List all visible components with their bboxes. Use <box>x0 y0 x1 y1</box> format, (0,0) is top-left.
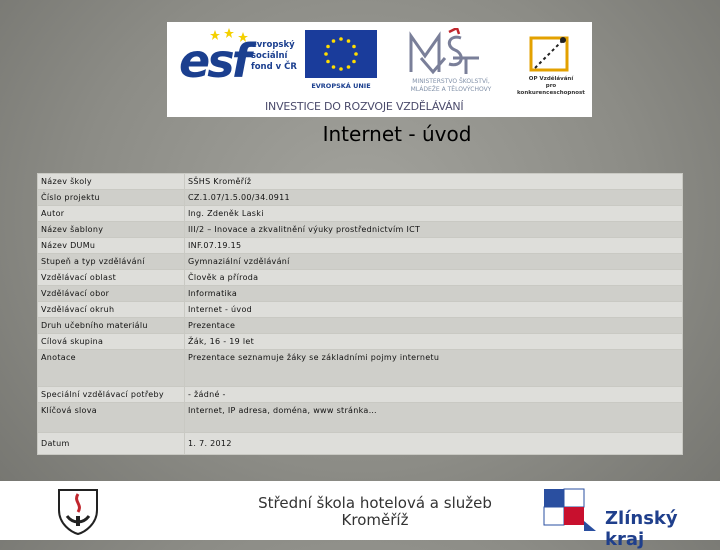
table-row <box>38 270 683 286</box>
row-value: Gymnaziální vzdělávání <box>185 254 683 270</box>
table-row <box>38 190 683 206</box>
esf-caption: evropský sociální fond v ČR <box>251 40 297 72</box>
row-value: - žádné - <box>185 387 683 403</box>
row-key: Datum <box>38 433 185 455</box>
row-key: Vzdělávací okruh <box>38 302 185 318</box>
op-logo <box>517 32 585 102</box>
row-value: Internet - úvod <box>185 302 683 318</box>
metadata-table <box>37 173 683 455</box>
table-row <box>38 433 683 455</box>
row-value: Informatika <box>185 286 683 302</box>
row-value: CZ.1.07/1.5.00/34.0911 <box>185 190 683 206</box>
row-value: Prezentace <box>185 318 683 334</box>
table-row <box>38 286 683 302</box>
row-key: Vzdělávací oblast <box>38 270 185 286</box>
school-name: Střední škola hotelová a služeb Kroměříž <box>258 494 492 529</box>
eu-flag-icon <box>305 30 377 78</box>
row-value: Prezentace seznamuje žáky se základními pojmy internetu <box>185 350 683 387</box>
zlin-region-emblem-icon <box>540 485 600 537</box>
row-key: Cílová skupina <box>38 334 185 350</box>
msmt-mark-icon <box>399 28 499 76</box>
row-key: Druh učebního materiálu <box>38 318 185 334</box>
slide-title: Internet - úvod <box>322 122 472 146</box>
row-value: Člověk a příroda <box>185 270 683 286</box>
row-key: Vzdělávací obor <box>38 286 185 302</box>
table-row <box>38 254 683 270</box>
table-row <box>38 206 683 222</box>
row-value: Žák, 16 - 19 let <box>185 334 683 350</box>
msmt-caption: MINISTERSTVO ŠKOLSTVÍ, MLÁDEŽE A TĚLOVÝCHOVY <box>410 78 492 93</box>
row-key: Anotace <box>38 350 185 387</box>
row-value: III/2 – Inovace a zkvalitnění výuky prostřednictvím ICT <box>185 222 683 238</box>
table-row <box>38 387 683 403</box>
row-key: Název DUMu <box>38 238 185 254</box>
op-mark-icon <box>517 32 581 76</box>
row-value: INF.07.19.15 <box>185 238 683 254</box>
row-value: 1. 7. 2012 <box>185 433 683 455</box>
eu-label: EVROPSKÁ UNIE <box>311 82 371 90</box>
row-value: Ing. Zdeněk Laski <box>185 206 683 222</box>
row-value: SŠHS Kroměříž <box>185 174 683 190</box>
row-key: Název šablony <box>38 222 185 238</box>
table-row <box>38 318 683 334</box>
footer-banner <box>0 481 720 550</box>
row-key: Název školy <box>38 174 185 190</box>
school-logo-icon <box>55 486 101 536</box>
esf-wordmark: esf <box>179 34 249 88</box>
table-row <box>38 174 683 190</box>
eu-logo <box>305 30 377 100</box>
msmt-logo <box>399 28 499 100</box>
zlinsky-kraj-wordmark: Zlínský kraj <box>605 508 678 550</box>
row-key: Klíčová slova <box>38 403 185 433</box>
row-key: Autor <box>38 206 185 222</box>
table-row <box>38 334 683 350</box>
row-key: Stupeň a typ vzdělávání <box>38 254 185 270</box>
table-row <box>38 350 683 387</box>
table-row <box>38 403 683 433</box>
investice-slogan: INVESTICE DO ROZVOJE VZDĚLÁVÁNÍ <box>265 100 464 113</box>
table-row <box>38 222 683 238</box>
op-caption: OP Vzdělávání pro konkurenceschopnost <box>517 76 585 96</box>
logo-banner <box>167 22 592 117</box>
esf-logo <box>179 30 301 100</box>
row-key: Speciální vzdělávací potřeby <box>38 387 185 403</box>
row-value: Internet, IP adresa, doména, www stránka… <box>185 403 683 433</box>
table-row <box>38 302 683 318</box>
row-key: Číslo projektu <box>38 190 185 206</box>
table-row <box>38 238 683 254</box>
